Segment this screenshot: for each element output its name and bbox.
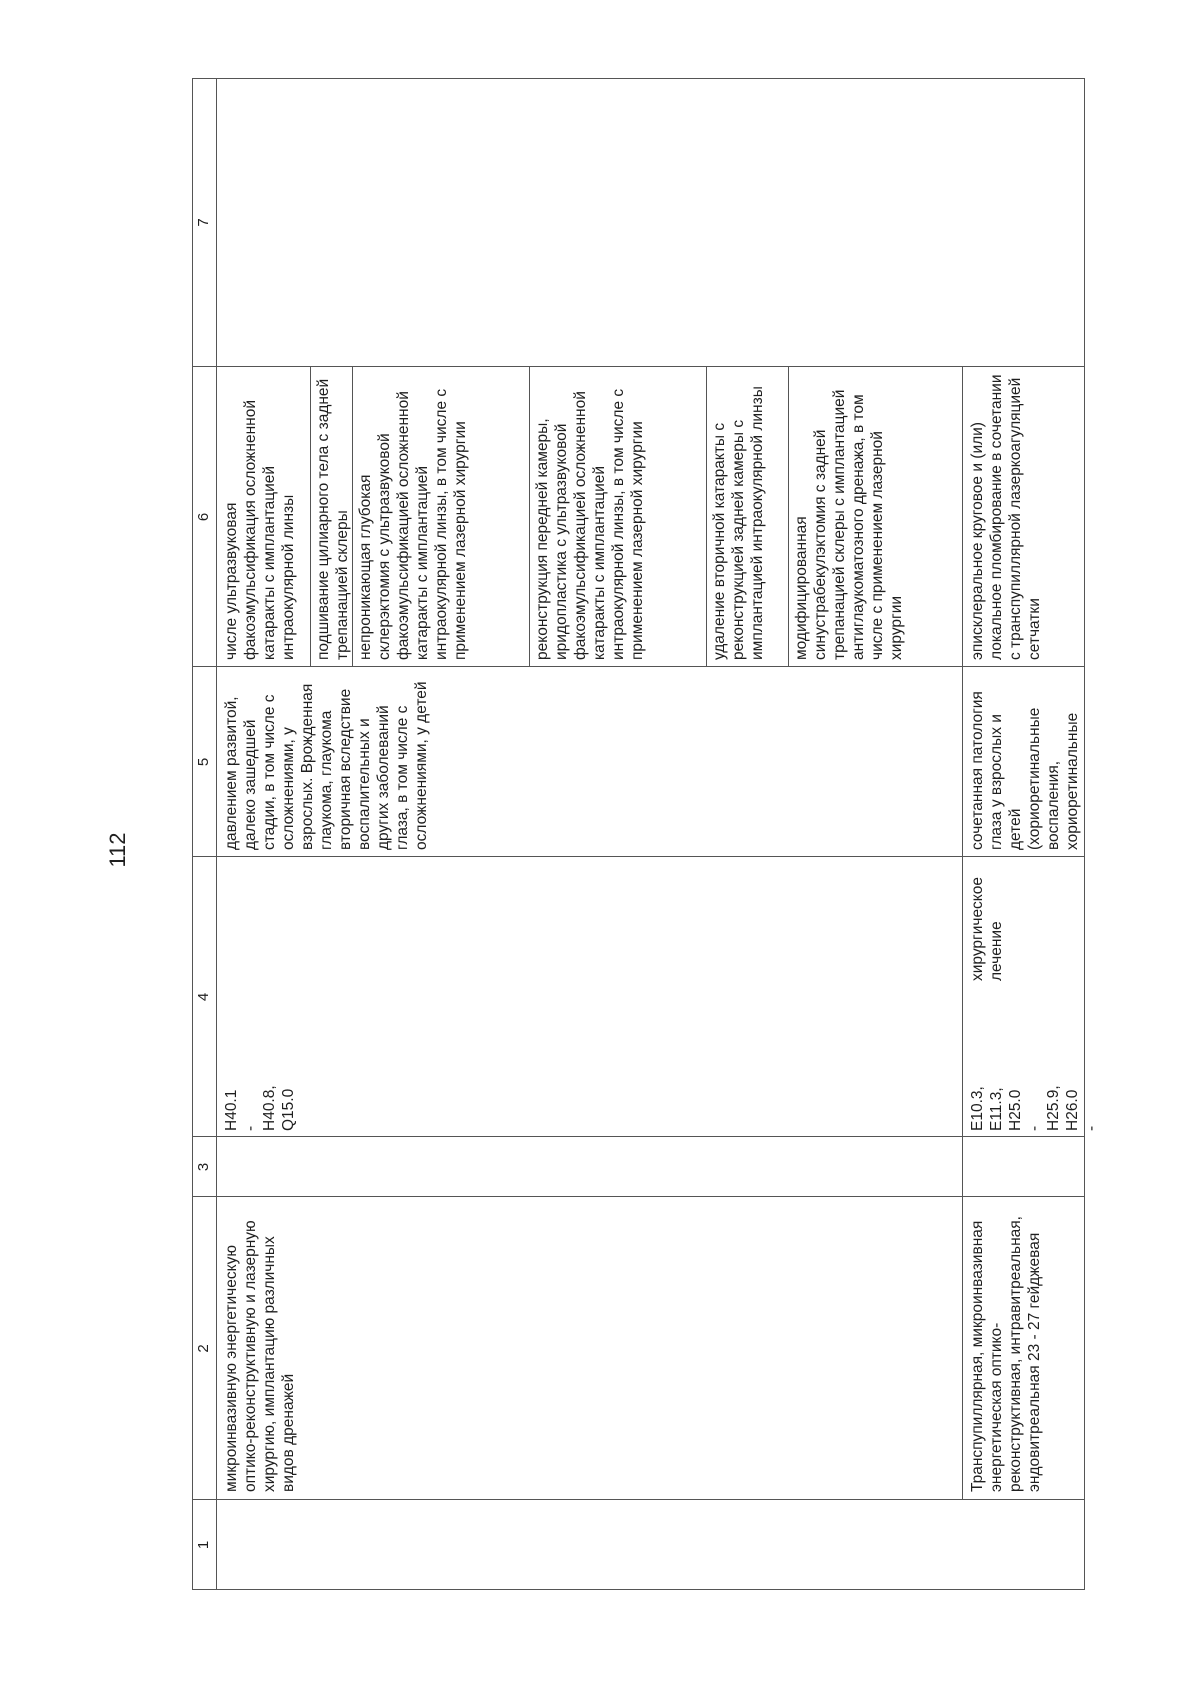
rotated-table	[192, 78, 1100, 1590]
page-number: 112	[105, 832, 130, 868]
row1-col6-item: числе ультразвуковая факоэмульсификация осложненной катаракты с имплантацией интраокулярной линзы	[223, 400, 297, 660]
row1-col6-item: непроникающая глубокая склерэктомия с ультразвуковой факоэмульсификацией осложненной катаракты с имплантацией интраокулярной линзы, в том числе с применением лазерной хирургии	[357, 388, 469, 660]
column-divider	[192, 1136, 1085, 1137]
row2-col3: E10.3, E11.3, H25.0 - H25.9, H26.0 -	[969, 1085, 1100, 1131]
row1-col3: H40.1 - H40.8, Q15.0	[223, 1085, 297, 1131]
col-number-1: 1	[192, 1500, 217, 1590]
column-divider	[192, 366, 1085, 367]
row2-col6: эписклеральное круговое и (или) локальное пломбирование в сочетании с транспупиллярной лазеркоагуляцией сетчатки	[969, 374, 1043, 660]
row1-col6-item: реконструкция передней камеры, иридопластика с ультразвуковой факоэмульсификацией осложненной катаракты с имплантацией интраокулярной линзы, в том числе с применением лазерной хирургии	[534, 388, 646, 660]
col-number-3: 3	[192, 1137, 217, 1197]
col-number-7: 7	[192, 78, 217, 367]
row2-col5: хирургическое лечение	[969, 876, 1005, 981]
row2-col4: сочетанная патология глаза у взрослых и детей (хориоретинальные воспаления, хориоретинальные	[969, 691, 1081, 850]
col-number-2: 2	[192, 1197, 217, 1500]
row1-col4: давлением развитой, далеко зашедшей стадии, в том числе с осложнениями, у взрослых. Врожденная глаукома, глаукома вторичная вследствие воспалительных и других заболеваний глаза, в том числе с осложнениями, у детей	[223, 681, 430, 850]
row-divider	[529, 367, 530, 667]
row1-col2: микроинвазивную энергетическую оптико-реконструктивную и лазерную хирургию, имплантацию различных видов дренажей	[223, 1220, 297, 1492]
column-divider	[192, 666, 1085, 667]
row-divider	[962, 367, 963, 1500]
row-divider	[706, 367, 707, 667]
col-number-6: 6	[192, 367, 217, 667]
column-divider	[192, 1196, 1085, 1197]
col-number-4: 4	[192, 857, 217, 1137]
row2-col2: Транспупиллярная, микроинвазивная энергетическая оптико-реконструктивная, интравитреальная, эндовитреальная 23 - 27 гейджевая	[969, 1216, 1043, 1492]
row-divider	[352, 367, 353, 667]
row-divider	[788, 367, 789, 667]
column-divider	[192, 1499, 1085, 1500]
row1-col6-item: подшивание цилиарного тела с задней трепанацией склеры	[315, 378, 351, 660]
column-divider	[192, 856, 1085, 857]
row1-col6-item: модифицированная синустрабекулэктомия с задней трепанацией склеры с имплантацией антиглаукоматозного дренажа, в том числе с применением лазерной хирургии	[793, 389, 905, 660]
col-number-5: 5	[192, 667, 217, 857]
row-divider	[310, 367, 311, 667]
row1-col6-item: удаление вторичной катаракты с реконструкцией задней камеры с имплантацией интраокулярной линзы	[711, 386, 766, 660]
